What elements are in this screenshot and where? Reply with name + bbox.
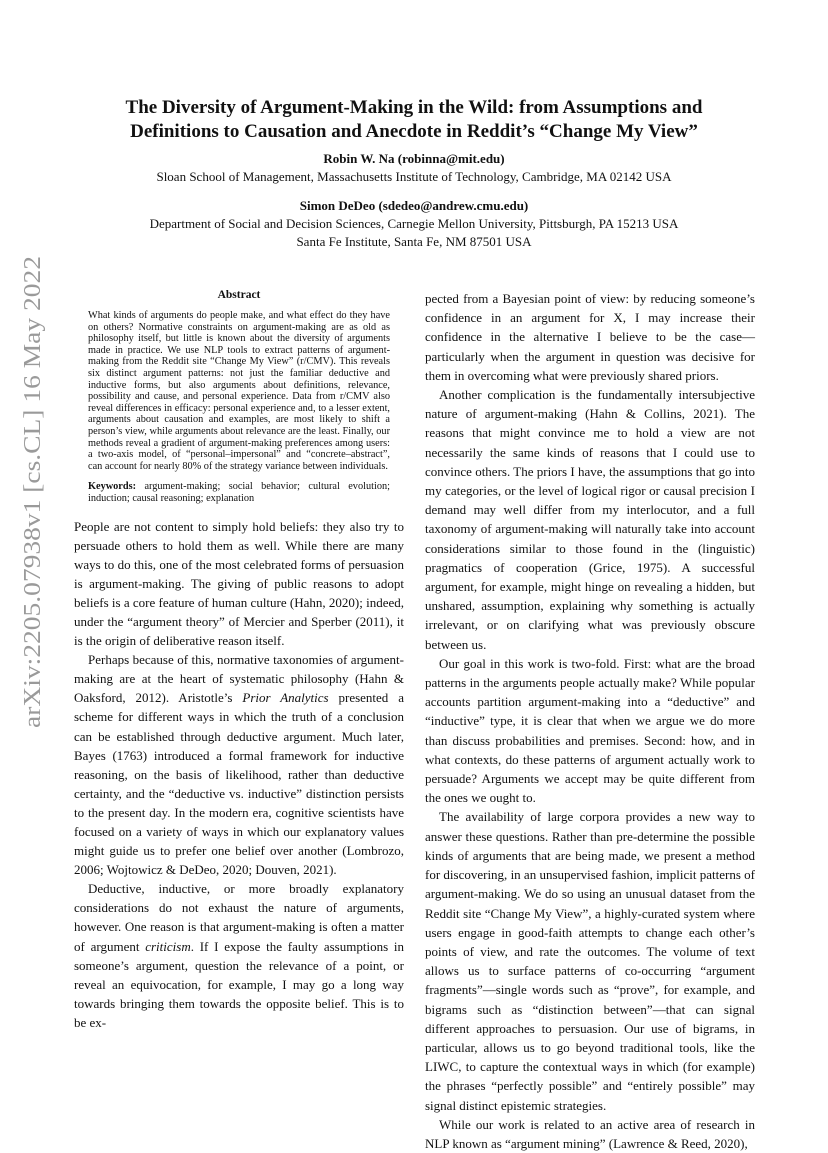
author-name-2: Simon DeDeo (sdedeo@andrew.cmu.edu) bbox=[299, 198, 529, 213]
paragraph: Our goal in this work is two-fold. First: what are the broad patterns in the arguments people actually make? While popular accounts partition argument-making into a “deductive” and “inductive” type, it is clear that when we argue we do more than discuss probabilities and premises. Second: how, and in what contexts, do these patterns of argument actually work to persuade? Arguments we accept may be quite different from the ones we ought to. bbox=[425, 655, 755, 806]
paragraph-text: . If I expose the faulty assumptions in someone’s argument, question the relevance of a point, or reveal an equivocation, for example, I may go a long way towards bringing them towards the opposite belief. This is to be ex- bbox=[74, 938, 405, 1030]
author-affiliation-2a: Department of Social and Decision Sciences, Carnegie Mellon University, Pittsburgh, PA 15213 USA bbox=[149, 216, 679, 231]
paragraph: People are not content to simply hold beliefs: they also try to persuade others to hold them as well. While there are many ways to do this, one of the most celebrated forms of persuasion is argument-making. The giving of public reasons to adopt beliefs is a core feature of human culture (Hahn, 2020); indeed, under the “argument theory” of Mercier and Sperber (2011), it is the origin of deliberative reason itself. bbox=[74, 518, 404, 649]
arxiv-identifier-text: arXiv:2205.07938v1 [cs.CL] 16 May 2022 bbox=[19, 307, 46, 728]
italic-term: criticism bbox=[145, 938, 191, 954]
keywords bbox=[88, 481, 390, 504]
right-column bbox=[425, 289, 755, 1153]
paragraph bbox=[74, 879, 404, 1032]
italic-term: Prior Analytics bbox=[242, 690, 329, 706]
paper-title-line-1: The Diversity of Argument-Making in the Wild: from Assumptions and bbox=[125, 97, 703, 118]
author-affiliation-1: Sloan School of Management, Massachusetts Institute of Technology, Cambridge, MA 02142 USA bbox=[156, 169, 672, 184]
left-body bbox=[74, 517, 404, 1033]
paragraph-text: Deductive, inductive, or more broadly explanatory considerations do not exhaust the nature of arguments, however. One reason is that argument-making is often a matter of argument bbox=[74, 881, 404, 954]
arxiv-identifier-sidebar bbox=[19, 252, 46, 732]
author-block-2 bbox=[80, 197, 748, 251]
left-column bbox=[74, 289, 404, 1032]
paragraph: pected from a Bayesian point of view: by reducing someone’s confidence in an argument for X, I may increase their confidence in the alternative I believe to be the case—particularly when the argument in question was decisive for them in overcoming what were previously shared priors. bbox=[425, 291, 755, 383]
abstract-heading: Abstract bbox=[217, 289, 261, 301]
paragraph bbox=[74, 650, 404, 879]
author-affiliation-2b: Santa Fe Institute, Santa Fe, NM 87501 USA bbox=[296, 234, 532, 249]
paragraph: While our work is related to an active area of research in NLP known as “argument mining” (Lawrence & Reed, 2020), bbox=[425, 1116, 755, 1151]
abstract-text: What kinds of arguments do people make, and what effect do they have on others? Normative constraints on argument-making are as old as philosophy itself, but little is known about the diversity of arguments made in practice. We use NLP tools to extract patterns of argument-making from the Reddit site “Change My View” (r/CMV). This reveals six distinct argument patterns: not just the familiar deductive and inductive forms, but also arguments about definitions, relevance, possibility and cause, and personal experience. Data from r/CMV also reveal differences in efficacy: personal experience and, to a lesser extent, arguments about causation and examples, are most likely to shift a person’s view, while arguments about relevance are the least. Finally, our methods reveal a gradient of argument-making preferences among users: a two-axis model, of “personal–impersonal” and “concrete–abstract”, can account for nearly 80% of the strategy variance between individuals. bbox=[88, 310, 390, 472]
author-name-1: Robin W. Na (robinna@mit.edu) bbox=[323, 151, 505, 166]
keywords-label: Keywords: bbox=[88, 481, 137, 493]
paragraph: The availability of large corpora provides a new way to answer these questions. Rather than pre-determine the possible kinds of arguments that are being made, we present a method for discovering, in an unsupervised fashion, implicit patterns of argument-making. We do so using an unusual dataset from the Reddit site “Change My View”, a highly-curated system where users engage in good-faith attempts to change each other’s points of view, and rate the outcomes. The volume of text allows us to surface patterns of co-occurring “argument fragments”—single words such as “prove”, for example, and bigrams such as “distinction between”—that can signal different approaches to persuasion. Our use of bigrams, in particular, allows us to go beyond traditional tools, like the LIWC, to capture the contextual ways in which (for example) the phrases “perfectly possible” and “entirely possible” may signal distinct epistemic strategies. bbox=[425, 809, 755, 1113]
paper-title-line-2: Definitions to Causation and Anecdote in Reddit’s “Change My View” bbox=[130, 121, 698, 142]
arxiv-identifier-graphic bbox=[19, 252, 46, 732]
paragraph: Another complication is the fundamentally intersubjective nature of argument-making (Hahn & Collins, 2021). The reasons that might convince me to hold a view are not necessarily the same kinds of reasons that I could use to convince others. The priors I have, the assumptions that go into my categories, or the level of logical rigor or causal precision I demand may well differ from my interlocutor, and a full taxonomy of argument-making will naturally take into account considerations similar to those found in the (linguistic) pragmatics of cooperation (Grice, 1975). A successful argument, for example, might hinge on revealing a hidden, but unshared, assumption, explaining why something is actually irrelevant, or on clarifying what was previously obscure between us. bbox=[425, 387, 755, 652]
author-block-1 bbox=[80, 150, 748, 186]
keywords-list: argument-making; social behavior; cultural evolution; induction; causal reasoning; explanation bbox=[88, 481, 390, 504]
paragraph-text: presented a scheme for different ways in which the truth of a conclusion can be established through deductive argument. Much later, Bayes (1763) introduced a formal framework for inductive reasoning, on the basis of likelihood, rather than deductive certainty, and the “deductive vs. inductive” distinction persists to the present day. In the modern era, cognitive scientists have focused on a variety of ways in which our explanatory values might guide us to prefer one belief over another (Lombrozo, 2006; Wojtowicz & DeDeo, 2020; Douven, 2021). bbox=[74, 690, 404, 878]
paragraph-text: Perhaps because of this, normative taxonomies of argument-making are at the heart of systematic philosophy (Hahn & Oaksford, 2012). Aristotle’s bbox=[74, 652, 404, 706]
paper-title bbox=[80, 96, 748, 144]
